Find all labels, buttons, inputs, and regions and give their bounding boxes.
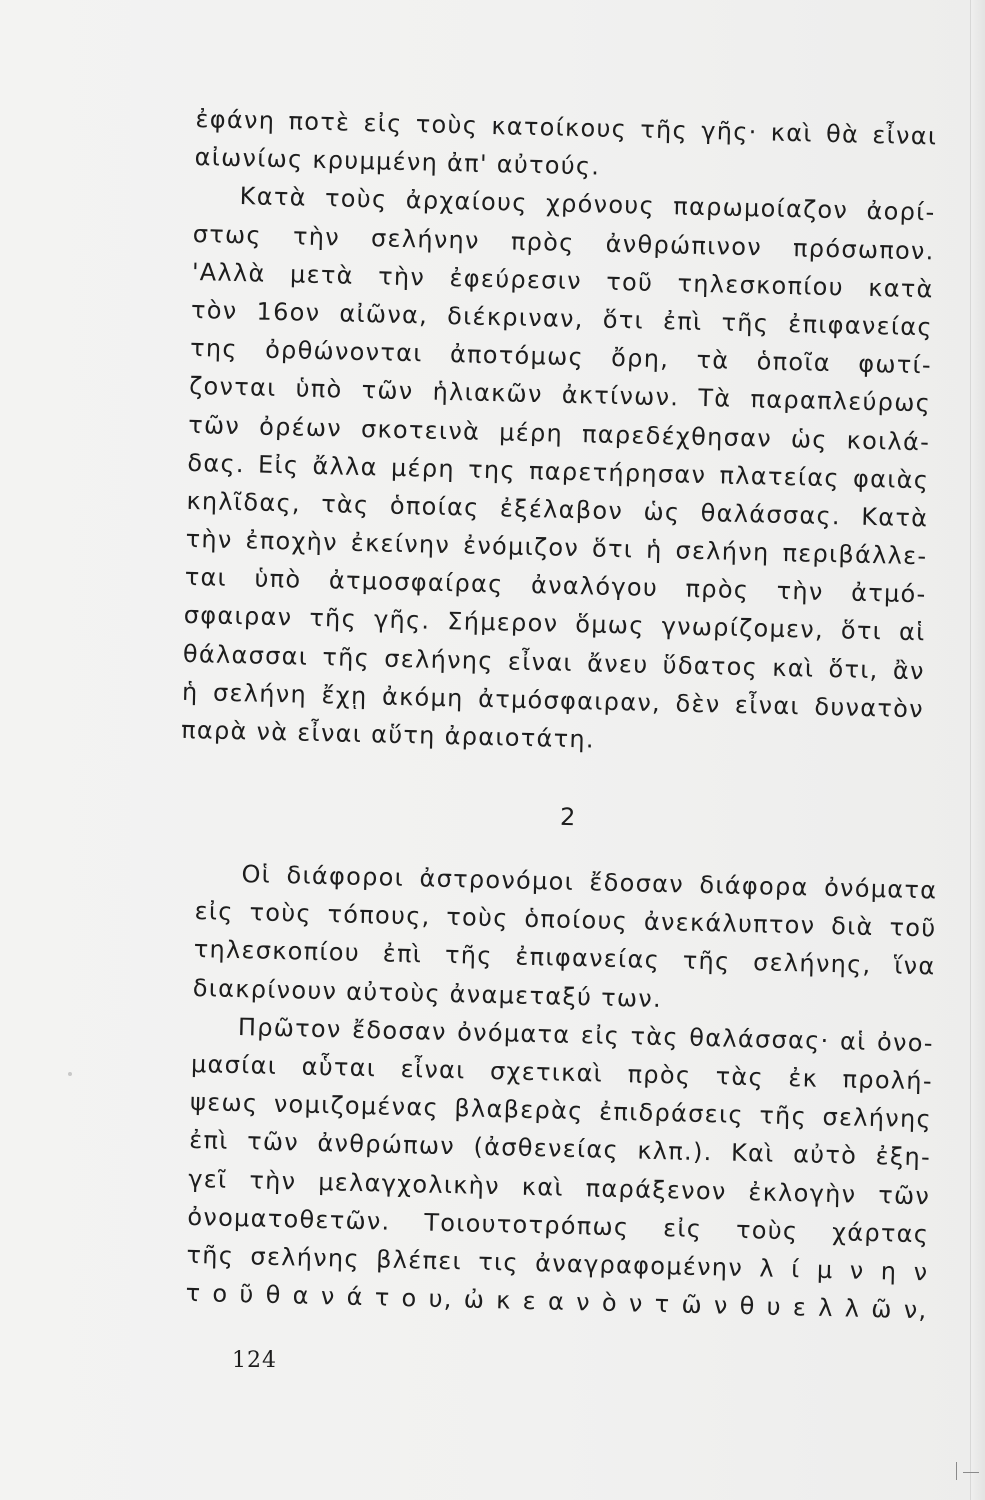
text-line-9: τῶν ὀρέων σκοτεινὰ μέρη παρεδέχθησαν ὡς κοιλά- — [188, 410, 931, 456]
text-line-12: τὴν ἐποχὴν ἐκείνην ἐνόμιζον ὅτι ἡ σελήνη περιβάλλε- — [185, 524, 928, 571]
text-line-26: γεῖ τὴν μελαγχολικὴν καὶ παράξενον ἐκλογὴν τῶν — [188, 1164, 931, 1210]
text-line-3: Κατὰ τοὺς ἀρχαίους χρόνους παρωμοίαζον ἀορί- — [239, 182, 936, 227]
text-line-18: Οἱ διάφοροι ἀστρονόμοι ἔδοσαν διάφορα ὀνόματα — [241, 860, 938, 905]
top-text-block — [181, 100, 938, 766]
text-line-23: μασίαι αὗται εἶναι σχετικαὶ πρὸς τὰς ἐκ προλή- — [190, 1049, 934, 1096]
text-line-11: κηλῖδας, τὰς ὁποίας ἐξέλαβον ὡς θαλάσσας. Κατὰ — [186, 486, 929, 533]
text-line-4: στως τὴν σελήνην πρὸς ἀνθρώπινον πρόσωπον. — [192, 219, 935, 266]
text-line-24: ψεως νομιζομένας βλαβερὰς ἐπιδράσεις τῆς σελήνης — [189, 1088, 933, 1134]
section-number: 2 — [559, 802, 576, 832]
text-line-27: ὀνοματοθετῶν. Τοιουτοτρόπως εἰς τοὺς χάρτας — [187, 1202, 930, 1249]
text-line-28: τῆς σελήνης βλέπει τις ἀναγραφομένην λ ί μ ν η ν — [186, 1240, 929, 1287]
text-line-20: τηλεσκοπίου ἐπὶ τῆς ἐπιφανείας τῆς σελήνης, ἵνα — [193, 935, 936, 981]
text-line-13: ται ὑπὸ ἀτμοσφαίρας ἀναλόγου πρὸς τὴν ἀτμό- — [184, 563, 927, 609]
text-line-10: δας. Εἰς ἄλλα μέρη της παρετήρησαν πλατείας φαιὰς — [187, 448, 930, 495]
page-number: 124 — [232, 1348, 277, 1373]
text-line-2: αἰωνίως κρυμμένη ἀπ' αὐτούς. — [194, 143, 601, 181]
text-line-7: της ὀρθώνονται ἀποτόμως ὄρη, τὰ ὁποῖα φωτί- — [189, 334, 933, 380]
bottom-text-block — [185, 854, 938, 1330]
text-line-25: ἐπὶ τῶν ἀνθρώπων (ἀσθενείας κλπ.). Καὶ αὐτὸ ἐξη- — [188, 1126, 932, 1172]
text-line-29: τ ο ῦ θ α ν ά τ ο υ, ὠ κ ε α ν ὸ ν τ ῶ ν θ υ ε λ λ ῶ ν, — [185, 1278, 928, 1325]
text-line-5: 'Αλλὰ μετὰ τὴν ἐφεύρεσιν τοῦ τηλεσκοπίου κατὰ — [191, 257, 935, 304]
crop-mark-icon — [956, 1462, 967, 1480]
paper-speck — [68, 1072, 72, 1076]
text-line-15: θάλασσαι τῆς σελήνης εἶναι ἄνευ ὕδατος καὶ ὅτι, ἂν — [182, 639, 926, 685]
text-line-16: ἡ σελήνη ἔχῃ ἀκόμη ἀτμόσφαιραν, δὲν εἶναι δυνατὸν — [181, 677, 925, 724]
page-edge-shadow — [970, 0, 985, 1500]
text-line-22: Πρῶτον ἔδοσαν ὀνόματα εἰς τὰς θαλάσσας· αἱ ὀνο- — [237, 1012, 935, 1058]
text-line-1: ἐφάνη ποτὲ εἰς τοὺς κατοίκους τῆς γῆς· καὶ θὰ εἶναι — [195, 104, 938, 151]
text-line-6: τὸν 16ον αἰῶνα, διέκριναν, ὅτι ἐπὶ τῆς ἐπιφανείας — [190, 295, 934, 342]
crop-mark-line — [963, 1472, 979, 1473]
text-line-14: σφαιραν τῆς γῆς. Σήμερον ὅμως γνωρίζομεν, ὅτι αἱ — [183, 601, 926, 647]
text-line-17: παρὰ νὰ εἶναι αὕτη ἀραιοτάτη. — [180, 715, 596, 754]
text-line-8: ζονται ὑπὸ τῶν ἡλιακῶν ἀκτίνων. Τὰ παραπλεύρως — [188, 372, 932, 418]
text-line-19: εἰς τοὺς τόπους, τοὺς ὁποίους ἀνεκάλυπτον διὰ τοῦ — [194, 897, 937, 943]
text-line-21: διακρίνουν αὐτοὺς ἀναμεταξύ των. — [192, 973, 663, 1013]
